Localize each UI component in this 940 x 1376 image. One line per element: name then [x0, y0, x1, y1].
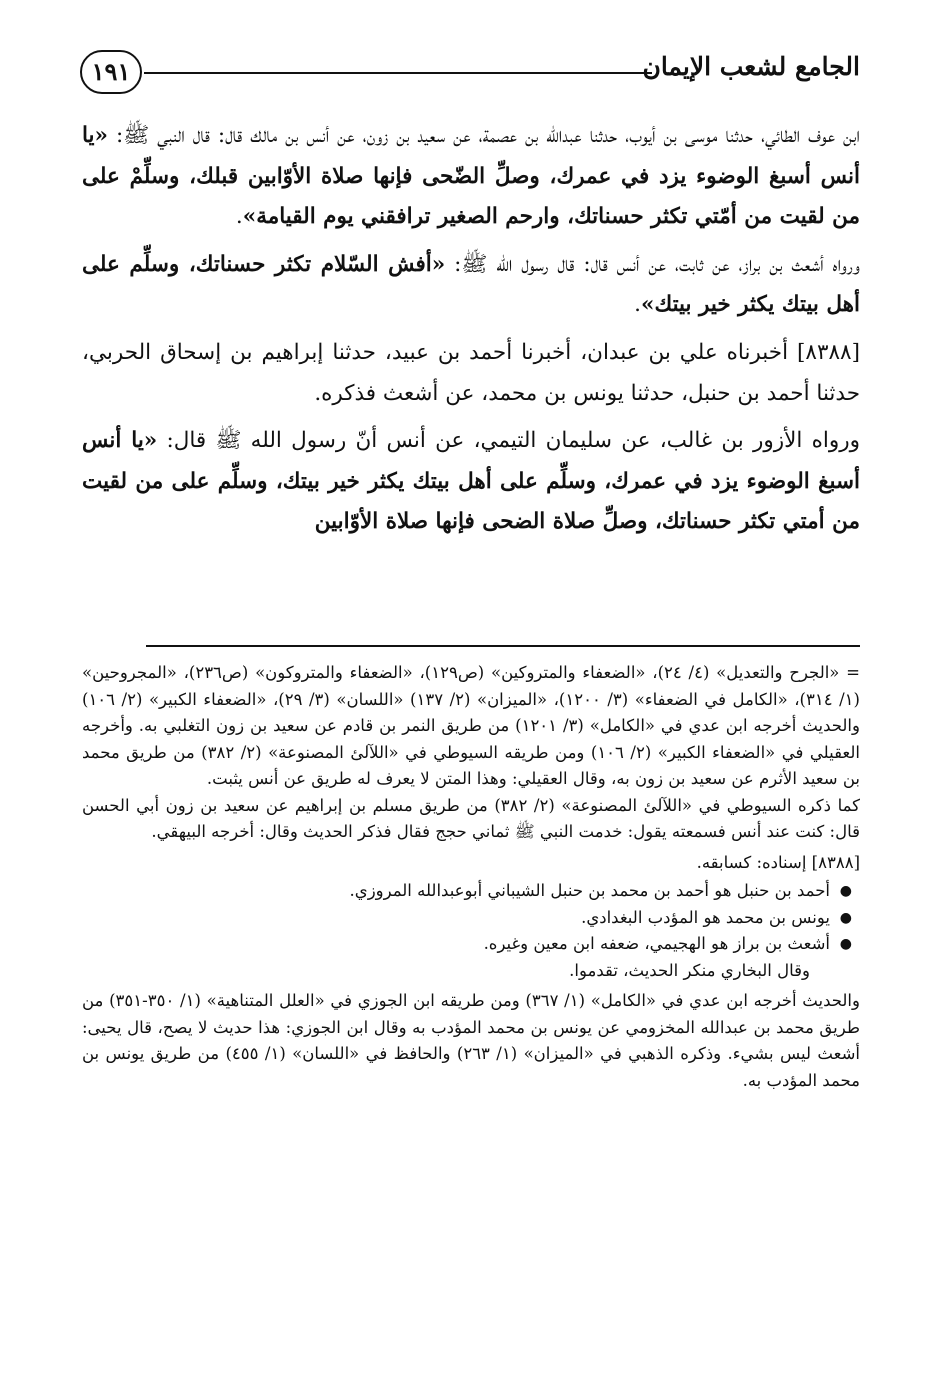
punctuation: .: [634, 292, 642, 318]
paragraph: [82, 333, 860, 414]
footnote-bullet-list: [82, 878, 860, 958]
footnote: = «الجرح والتعديل» (٤/ ٢٤)، «الضعفاء والمتروكين» (ص١٢٩)، «الضعفاء والمتروكون» (ص٢٣٦)، «المجروحين» (١/ ٣١٤)، «الكامل في الضعفاء» (٣/ ١٢٠٠)، «الميزان» (٢/ ١٣٧) «اللسان» (٣/ ٢٩)، «الضعفاء الكبير» (٢/ ١٠٦) والحديث أخرجه ابن عدي في «الكامل» (٣/ ١٢٠١) من طريق النمر بن قادم عن سعيد بن زون التغلبي به. وأخرجه العقيلي في «الضعفاء الكبير» (٢/ ١٠٦) ومن طريقه السيوطي في «اللآلئ المصنوعة» (٢/ ٣٨٢) من طريق محمد بن سعيد الأثرم عن سعيد بن زون به، وقال العقيلي: وهذا المتن لا يعرف له طريق عن أنس يثبت.: [82, 663, 860, 788]
punctuation: .: [235, 204, 243, 230]
hadith-text: «يا أنس أسبغ الوضوء يزد في عمرك، وصلِّ الضّحى فإنها صلاة الأوّابين قبلك، وسلِّمْ على من لقيت من أمّتي تكثر حسناتك، وارحم الصغير ترافقني يوم القيامة»: [82, 123, 860, 230]
list-item-text: أشعث بن براز هو الهجيمي، ضعفه ابن معين وغيره.: [483, 934, 830, 953]
bullet-icon: ●: [839, 909, 852, 926]
list-item: [82, 905, 852, 932]
footnotes: [82, 660, 860, 1094]
footnote: والحديث أخرجه ابن عدي في «الكامل» (١/ ٣٦٧) ومن طريقه ابن الجوزي في «العلل المتناهية» (١/ ٣٥٠-٣٥١) من طريق محمد بن عبدالله المخزومي عن يونس بن محمد المؤدب به وقال ابن الجوزي: هذا حديث لا يصح، قال يحيى: أشعث ليس بشيء. وذكره الذهبي في «الميزان» (١/ ٢٦٣) والحافظ في «اللسان» (١/ ٤٥٥) من طريق يونس بن محمد المؤدب به.: [82, 991, 860, 1090]
list-item-text: أحمد بن حنبل هو أحمد بن محمد بن حنبل الشيباني أبوعبدالله المروزي.: [349, 881, 830, 900]
footnote-heading: [٨٣٨٨] إسناده: كسابقه.: [696, 852, 860, 872]
header-rule: [144, 72, 652, 74]
bullet-icon: ●: [839, 936, 852, 952]
running-header: [80, 50, 860, 100]
paragraph: [82, 421, 860, 543]
narration-text: ورواه أشعث بن براز، عن ثابت، عن أنس قال: قال رسول الله ﷺ:: [445, 251, 860, 277]
list-item: [82, 931, 852, 958]
hadith-text: «يا أنس أسبغ الوضوء يزد في عمرك، وسلِّم على أهل بيتك يكثر خير بيتك، وسلِّم على من لقيت من أمتي تكثر حسناتك، وصلِّ صلاة الضحى فإنها صلاة الأوّابين: [82, 428, 860, 535]
list-item-text: يونس بن محمد هو المؤدب البغدادي.: [581, 907, 830, 927]
bullet-icon: ●: [839, 883, 852, 899]
list-item: [82, 878, 852, 905]
book-title: الجامع لشعب الإيمان: [642, 52, 860, 81]
hadith-text: «أفش السّلام تكثر حسناتك، وسلِّم على أهل بيتك يكثر خير بيتك»: [82, 251, 860, 318]
footnote: وقال البخاري منكر الحديث، تقدموا.: [569, 960, 810, 980]
narration-text: ابن عوف الطائي، حدثنا موسى بن أيوب، حدثنا عبدالله بن عصمة، عن سعيد بن زون، عن أنس بن مالك قال: قال النبي ﷺ:: [107, 123, 860, 148]
page-number: ١٩١: [80, 50, 142, 94]
paragraph: [82, 116, 860, 238]
footnote-separator: [146, 645, 860, 647]
narration-text: ورواه الأزور بن غالب، عن سليمان التيمي، عن أنس أنّ رسول الله ﷺ قال:: [157, 428, 860, 454]
footnote: كما ذكره السيوطي في «اللآلئ المصنوعة» (٢/ ٣٨٢) من طريق مسلم بن إبراهيم عن سعيد بن زون أبي الحسن قال: كنت عند أنس فسمعته يقول: خدمت النبي ﷺ ثماني حجج فقال فذكر الحديث وقال: أخرجه البيهقي.: [82, 795, 860, 841]
main-text: [82, 116, 860, 550]
isnad-text: [٨٣٨٨] أخبرناه علي بن عبدان، أخبرنا أحمد بن عبيد، حدثنا إبراهيم بن إسحاق الحربي، حدثنا أحمد بن حنبل، حدثنا يونس بن محمد، عن أشعث فذكره.: [82, 339, 860, 406]
paragraph: [82, 245, 860, 326]
